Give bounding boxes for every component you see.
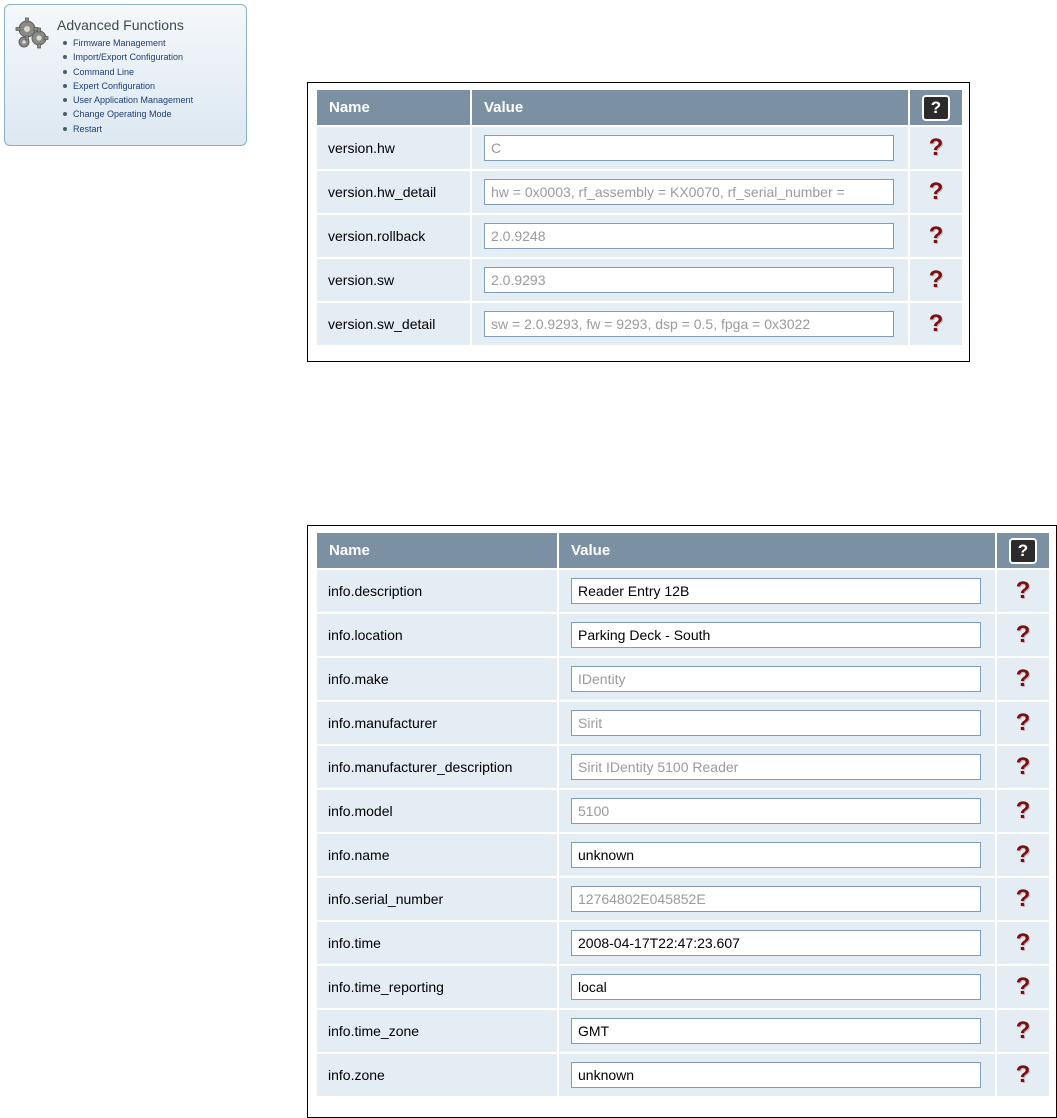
help-question-icon[interactable]: ? [1015, 709, 1031, 736]
param-value-cell [472, 171, 908, 213]
gears-icon [15, 17, 49, 49]
param-name: info.time [317, 922, 557, 964]
param-name: version.sw_detail [317, 303, 470, 345]
param-value-input[interactable] [484, 135, 894, 161]
param-value-input[interactable] [484, 267, 894, 293]
param-name: info.manufacturer [317, 702, 557, 744]
param-value-input[interactable] [484, 223, 894, 249]
help-column-header [910, 90, 962, 125]
help-question-icon[interactable]: ? [1015, 841, 1031, 868]
help-box-icon[interactable]: ? [922, 95, 950, 121]
param-name: info.time_reporting [317, 966, 557, 1008]
table-row [317, 171, 962, 213]
help-question-icon[interactable]: ? [1015, 1061, 1031, 1088]
help-cell [910, 127, 962, 169]
menu-item-user-application-management[interactable]: User Application Management [63, 93, 193, 107]
param-value-input[interactable] [571, 578, 981, 604]
param-value-input[interactable] [571, 622, 981, 648]
table-row [317, 966, 1049, 1008]
help-question-icon[interactable]: ? [1015, 621, 1031, 648]
param-value-input[interactable] [571, 666, 981, 692]
help-question-icon[interactable]: ? [1015, 577, 1031, 604]
param-name: info.description [317, 570, 557, 612]
param-value-input[interactable] [571, 842, 981, 868]
param-name: info.zone [317, 1054, 557, 1096]
help-question-icon[interactable]: ? [1015, 753, 1031, 780]
param-value-input[interactable] [571, 974, 981, 1000]
table-row [317, 127, 962, 169]
table-row [317, 658, 1049, 700]
param-value-cell [559, 1054, 995, 1096]
menu-item-expert-configuration[interactable]: Expert Configuration [63, 79, 193, 93]
menu-item-firmware-management[interactable]: Firmware Management [63, 36, 193, 50]
param-value-cell [559, 878, 995, 920]
table-header-row [317, 90, 962, 125]
help-cell [997, 790, 1049, 832]
menu-item-change-operating-mode[interactable]: Change Operating Mode [63, 107, 193, 121]
param-value-input[interactable] [571, 710, 981, 736]
table-row [317, 878, 1049, 920]
help-question-icon[interactable]: ? [1015, 665, 1031, 692]
table-header-row [317, 533, 1049, 568]
param-value-input[interactable] [571, 754, 981, 780]
table-row [317, 215, 962, 257]
param-value-cell [472, 259, 908, 301]
param-value-input[interactable] [571, 886, 981, 912]
table-row [317, 259, 962, 301]
value-column-header: Value [559, 533, 995, 568]
help-cell [997, 966, 1049, 1008]
param-name: version.hw_detail [317, 171, 470, 213]
param-value-cell [559, 790, 995, 832]
param-name: info.name [317, 834, 557, 876]
help-cell [997, 614, 1049, 656]
help-question-icon[interactable]: ? [1015, 885, 1031, 912]
menu-item-import-export-configuration[interactable]: Import/Export Configuration [63, 50, 193, 64]
menu-list [63, 36, 193, 136]
advanced-functions-panel [4, 4, 247, 146]
help-cell [910, 303, 962, 345]
param-name: version.hw [317, 127, 470, 169]
help-question-icon[interactable]: ? [1015, 797, 1031, 824]
param-name: version.rollback [317, 215, 470, 257]
table-row [317, 570, 1049, 612]
param-name: info.serial_number [317, 878, 557, 920]
help-cell [997, 658, 1049, 700]
param-value-input[interactable] [571, 930, 981, 956]
menu-title: Advanced Functions [57, 17, 184, 33]
param-value-cell [559, 658, 995, 700]
param-name: info.location [317, 614, 557, 656]
param-value-cell [559, 834, 995, 876]
menu-item-command-line[interactable]: Command Line [63, 65, 193, 79]
param-value-cell [559, 746, 995, 788]
table-row [317, 922, 1049, 964]
help-question-icon[interactable]: ? [928, 134, 944, 161]
info-table-frame [307, 525, 1057, 1118]
help-cell [997, 570, 1049, 612]
param-name: version.sw [317, 259, 470, 301]
help-question-icon[interactable]: ? [1015, 1017, 1031, 1044]
help-cell [997, 746, 1049, 788]
help-cell [997, 1054, 1049, 1096]
menu-item-restart[interactable]: Restart [63, 122, 193, 136]
value-column-header: Value [472, 90, 908, 125]
param-value-cell [472, 215, 908, 257]
help-cell [910, 259, 962, 301]
help-cell [997, 834, 1049, 876]
param-name: info.manufacturer_description [317, 746, 557, 788]
help-question-icon[interactable]: ? [1015, 929, 1031, 956]
table-row [317, 746, 1049, 788]
param-name: info.model [317, 790, 557, 832]
param-value-input[interactable] [484, 311, 894, 337]
param-value-cell [559, 966, 995, 1008]
param-name: info.make [317, 658, 557, 700]
info-table [315, 531, 1051, 1098]
param-value-cell [559, 702, 995, 744]
help-question-icon[interactable]: ? [928, 266, 944, 293]
help-cell [910, 171, 962, 213]
table-row [317, 303, 962, 345]
help-column-header [997, 533, 1049, 568]
param-value-cell [472, 127, 908, 169]
help-cell [997, 922, 1049, 964]
table-row [317, 1054, 1049, 1096]
table-row [317, 1010, 1049, 1052]
help-cell [997, 702, 1049, 744]
param-value-input[interactable] [484, 179, 894, 205]
help-question-icon[interactable]: ? [1015, 973, 1031, 1000]
help-question-icon[interactable]: ? [928, 310, 944, 337]
table-row [317, 834, 1049, 876]
param-value-cell [559, 570, 995, 612]
param-value-cell [559, 922, 995, 964]
help-question-icon[interactable]: ? [928, 178, 944, 205]
name-column-header: Name [317, 90, 470, 125]
help-question-icon[interactable]: ? [928, 222, 944, 249]
param-value-cell [559, 1010, 995, 1052]
table-row [317, 702, 1049, 744]
help-cell [997, 1010, 1049, 1052]
help-cell [910, 215, 962, 257]
table-row [317, 790, 1049, 832]
param-value-input[interactable] [571, 798, 981, 824]
param-name: info.time_zone [317, 1010, 557, 1052]
help-box-icon[interactable]: ? [1009, 538, 1037, 564]
param-value-cell [559, 614, 995, 656]
version-table-frame [307, 82, 970, 362]
version-table [315, 88, 964, 347]
param-value-input[interactable] [571, 1018, 981, 1044]
name-column-header: Name [317, 533, 557, 568]
help-cell [997, 878, 1049, 920]
param-value-cell [472, 303, 908, 345]
param-value-input[interactable] [571, 1062, 981, 1088]
table-row [317, 614, 1049, 656]
